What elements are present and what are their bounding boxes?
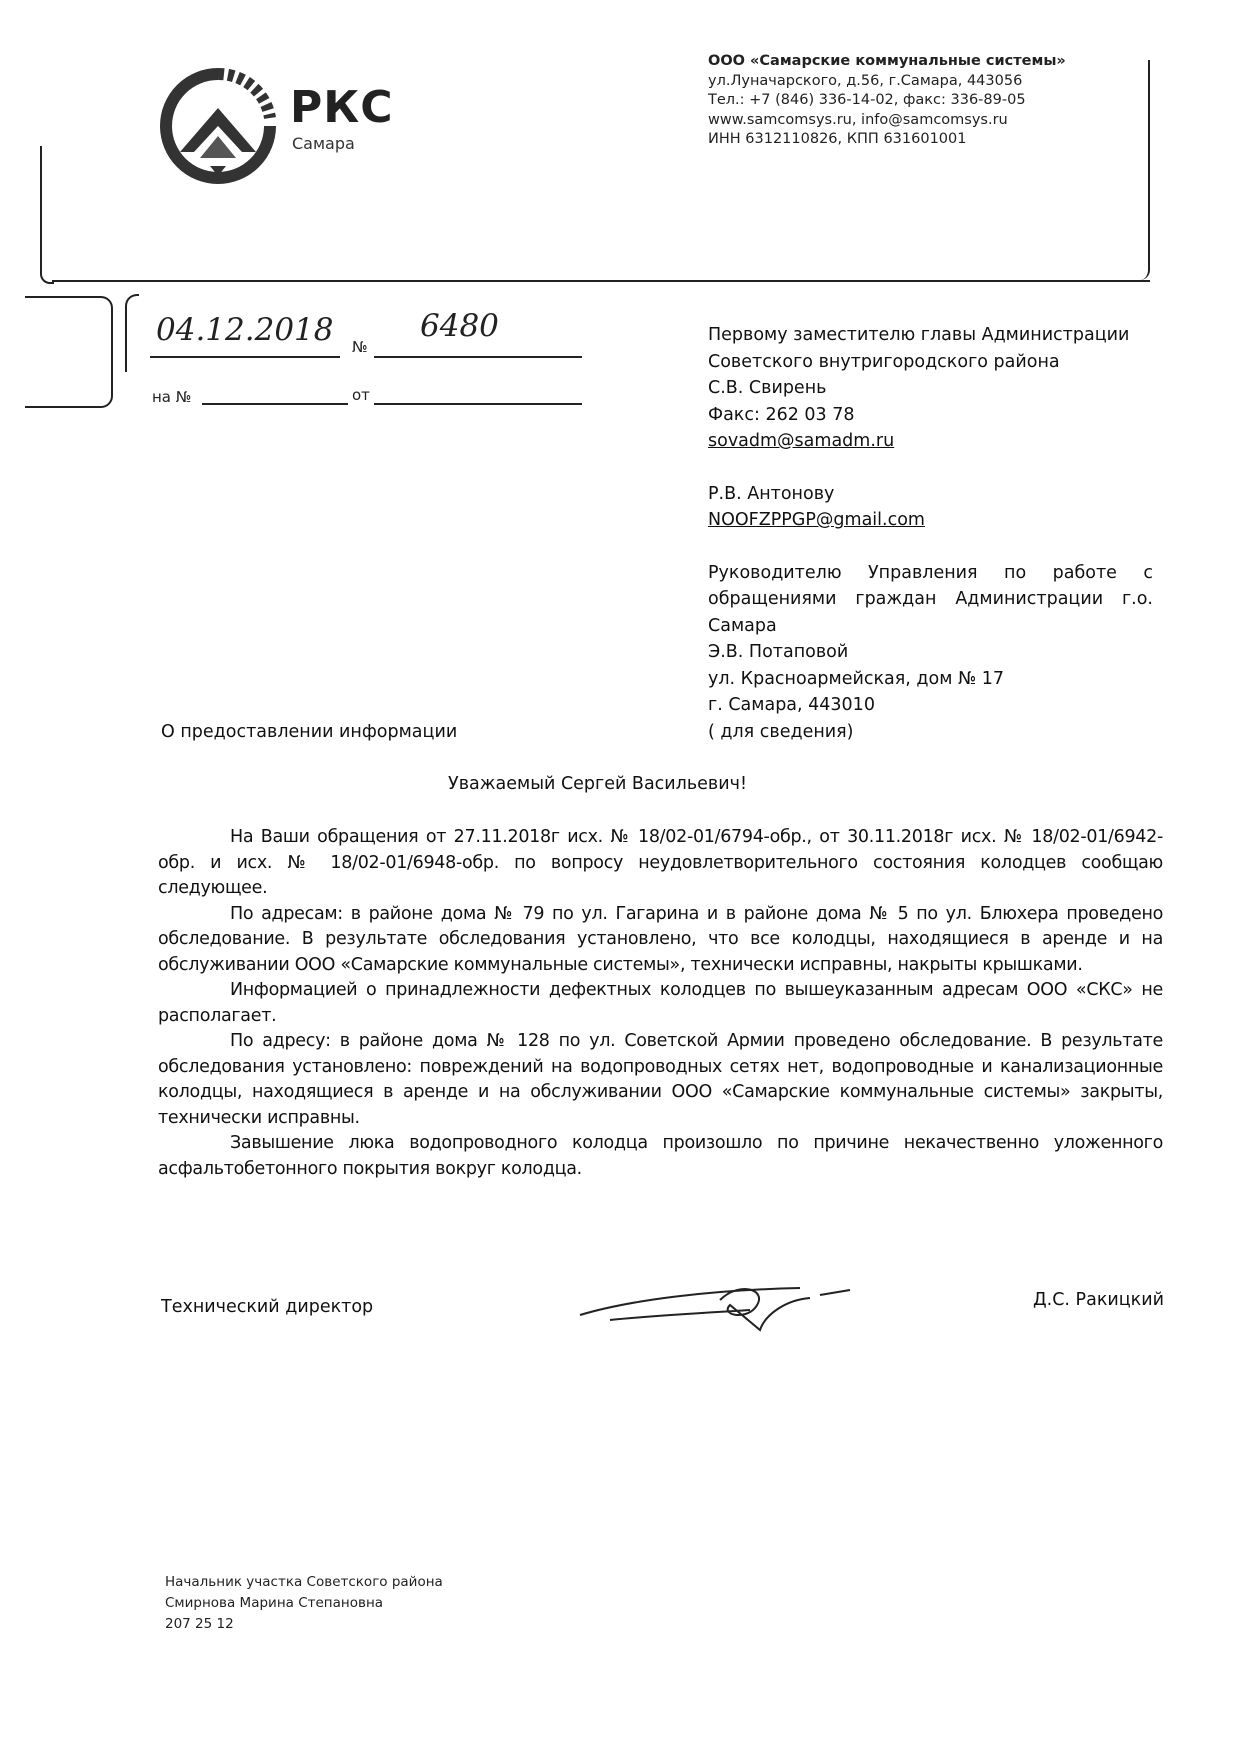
executor-name: Смирнова Марина Степановна (165, 1595, 384, 1611)
date-line (150, 356, 340, 358)
reply-to-label: на № (152, 388, 192, 406)
frame-bracket-left (40, 146, 54, 284)
executor-phone: 207 25 12 (165, 1616, 234, 1632)
company-web: www.samcomsys.ru, info@samcomsys.ru (708, 111, 1008, 128)
recipient-line: Первому заместителю главы Администрации (708, 325, 1130, 345)
body-paragraph: Информацией о принадлежности дефектных колодцев по вышеуказанным адресам ООО «СКС» не располагает. (158, 980, 1163, 1026)
letterhead-info (708, 52, 1066, 150)
recipient-line: Руководителю Управления по работе с (708, 562, 1153, 583)
frame-line (52, 280, 1150, 282)
recipient-line: ( для сведения) (708, 721, 854, 742)
recipient-line: ул. Красноармейская, дом № 17 (708, 668, 1005, 689)
company-phone: Тел.: +7 (846) 336-14-02, факс: 336-89-05 (708, 92, 1026, 108)
recipient-line: Э.В. Потаповой (708, 642, 849, 662)
company-name: ООО «Самарские коммунальные системы» (708, 53, 1066, 69)
registration-number: 6480 (420, 308, 499, 344)
registration-bracket-right (125, 294, 139, 372)
registration-date: 04.12.2018 (156, 312, 334, 348)
recipient-email-link[interactable]: sovadm@samadm.ru (708, 431, 895, 451)
subject: О предоставлении информации (161, 722, 458, 742)
recipient-line: Самара (708, 615, 777, 636)
greeting: Уважаемый Сергей Васильевич! (448, 774, 747, 794)
from-label: от (352, 386, 370, 404)
logo-text: РКС (290, 82, 394, 133)
body-paragraph: Завышение люка водопроводного колодца произошло по причине некачественно уложенного асфальтобетонного покрытия вокруг колодца. (158, 1133, 1163, 1179)
recipient-email-link[interactable]: NOOFZPPGP@gmail.com (708, 510, 925, 530)
recipient-line: Факс: 262 03 78 (708, 404, 855, 425)
letter-body (158, 825, 1163, 1182)
recipient-line: Советского внутригородского района (708, 351, 1060, 372)
recipient-line: С.В. Свирень (708, 378, 827, 398)
number-label: № (352, 338, 368, 356)
body-paragraph: По адресу: в районе дома № 128 по ул. Советской Армии проведено обследование. В результате обследования установлено: повреждений на водопроводных сетях нет, водопроводные и канализационные колодцы, находящиеся в аренде и на обслуживании ООО «Самарские коммунальные системы» закрыты, технически исправны. (158, 1031, 1163, 1128)
body-paragraph: По адресам: в районе дома № 79 по ул. Гагарина и в районе дома № 5 по ул. Блюхера проведено обследование. В результате обследования установлено, что все колодцы, находящиеся в аренде и на обслуживании ООО «Самарские коммунальные системы», технически исправны, накрыты крышками. (158, 903, 1163, 975)
signatory-name: Д.С. Ракицкий (1032, 1290, 1164, 1310)
reply-number-line (202, 403, 348, 405)
executor-info (165, 1572, 443, 1635)
logo-subtext: Самара (292, 134, 355, 153)
company-address: ул.Луначарского, д.56, г.Самара, 443056 (708, 72, 1023, 89)
signatory-title: Технический директор (161, 1297, 374, 1317)
recipient-line: обращениями граждан Администрации г.о. (708, 589, 1153, 609)
recipients-block (708, 322, 1153, 745)
number-line (374, 356, 582, 358)
executor-position: Начальник участка Советского района (165, 1574, 443, 1590)
recipient-line: Р.В. Антонову (708, 483, 835, 504)
company-inn: ИНН 6312110826, КПП 631601001 (708, 131, 967, 147)
handwritten-signature-icon (570, 1270, 870, 1350)
registration-bracket-left (25, 296, 113, 408)
frame-bracket-right (1138, 60, 1150, 280)
recipient-line: г. Самара, 443010 (708, 695, 875, 715)
body-paragraph: На Ваши обращения от 27.11.2018г исх. № 18/02-01/6794-обр., от 30.11.2018г исх. № 18/02-01/6942-обр. и исх. № 18/02-01/6948-обр. по вопросу неудовлетворительного состояния колодцев сообщаю следующее. (158, 827, 1163, 898)
reply-date-line (374, 403, 582, 405)
